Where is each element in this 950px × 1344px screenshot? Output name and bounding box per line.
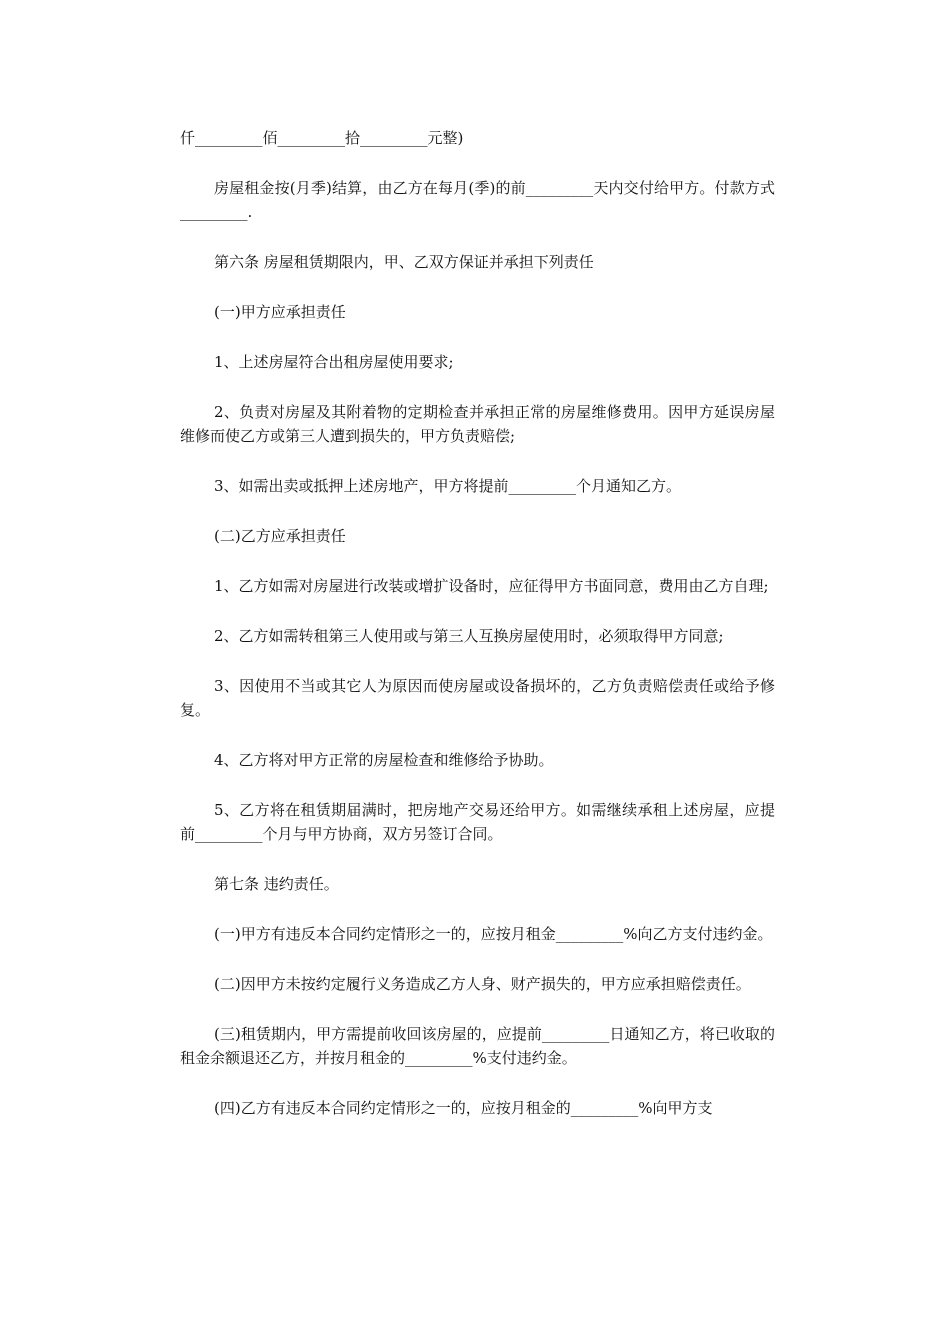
- lessor-duty-2: 2、负责对房屋及其附着物的定期检查并承担正常的房屋维修费用。因甲方延误房屋维修而使乙方或第三人遭到损失的，甲方负责赔偿;: [180, 403, 775, 445]
- document-body: [180, 126, 775, 1146]
- paragraph-amount-units: 仟_________佰_________拾_________元整): [180, 129, 464, 147]
- lessee-duty-5: 5、乙方将在租赁期届满时，把房地产交易还给甲方。如需继续承租上述房屋，应提前_________个月与甲方协商，双方另签订合同。: [180, 801, 775, 843]
- lessee-duty-1: 1、乙方如需对房屋进行改装或增扩设备时，应征得甲方书面同意，费用由乙方自理;: [214, 577, 769, 595]
- breach-clause-3: (三)租赁期内，甲方需提前收回该房屋的，应提前_________日通知乙方，将已收取的租金余额退还乙方，并按月租金的_________%支付违约金。: [180, 1025, 775, 1067]
- lessor-duty-3: 3、如需出卖或抵押上述房地产，甲方将提前_________个月通知乙方。: [214, 477, 682, 495]
- section-lessor-duties-heading: (一)甲方应承担责任: [214, 303, 346, 321]
- paragraph-rent-payment: 房屋租金按(月季)结算，由乙方在每月(季)的前_________天内交付给甲方。付款方式_________.: [180, 179, 775, 221]
- breach-clause-2: (二)因甲方未按约定履行义务造成乙方人身、财产损失的，甲方应承担赔偿责任。: [214, 975, 751, 993]
- section-lessee-duties-heading: (二)乙方应承担责任: [214, 527, 346, 545]
- breach-clause-4: (四)乙方有违反本合同约定情形之一的，应按月租金的_________%向甲方支: [214, 1099, 713, 1117]
- lessee-duty-4: 4、乙方将对甲方正常的房屋检查和维修给予协助。: [214, 751, 554, 769]
- lessee-duty-2: 2、乙方如需转租第三人使用或与第三人互换房屋使用时，必须取得甲方同意;: [214, 627, 724, 645]
- lessee-duty-3: 3、因使用不当或其它人为原因而使房屋或设备损坏的，乙方负责赔偿责任或给予修复。: [180, 677, 775, 719]
- article-7-heading: 第七条 违约责任。: [214, 875, 339, 893]
- lessor-duty-1: 1、上述房屋符合出租房屋使用要求;: [214, 353, 454, 371]
- article-6-heading: 第六条 房屋租赁期限内，甲、乙双方保证并承担下列责任: [214, 253, 594, 271]
- breach-clause-1: (一)甲方有违反本合同约定情形之一的，应按月租金_________%向乙方支付违约金。: [214, 925, 773, 943]
